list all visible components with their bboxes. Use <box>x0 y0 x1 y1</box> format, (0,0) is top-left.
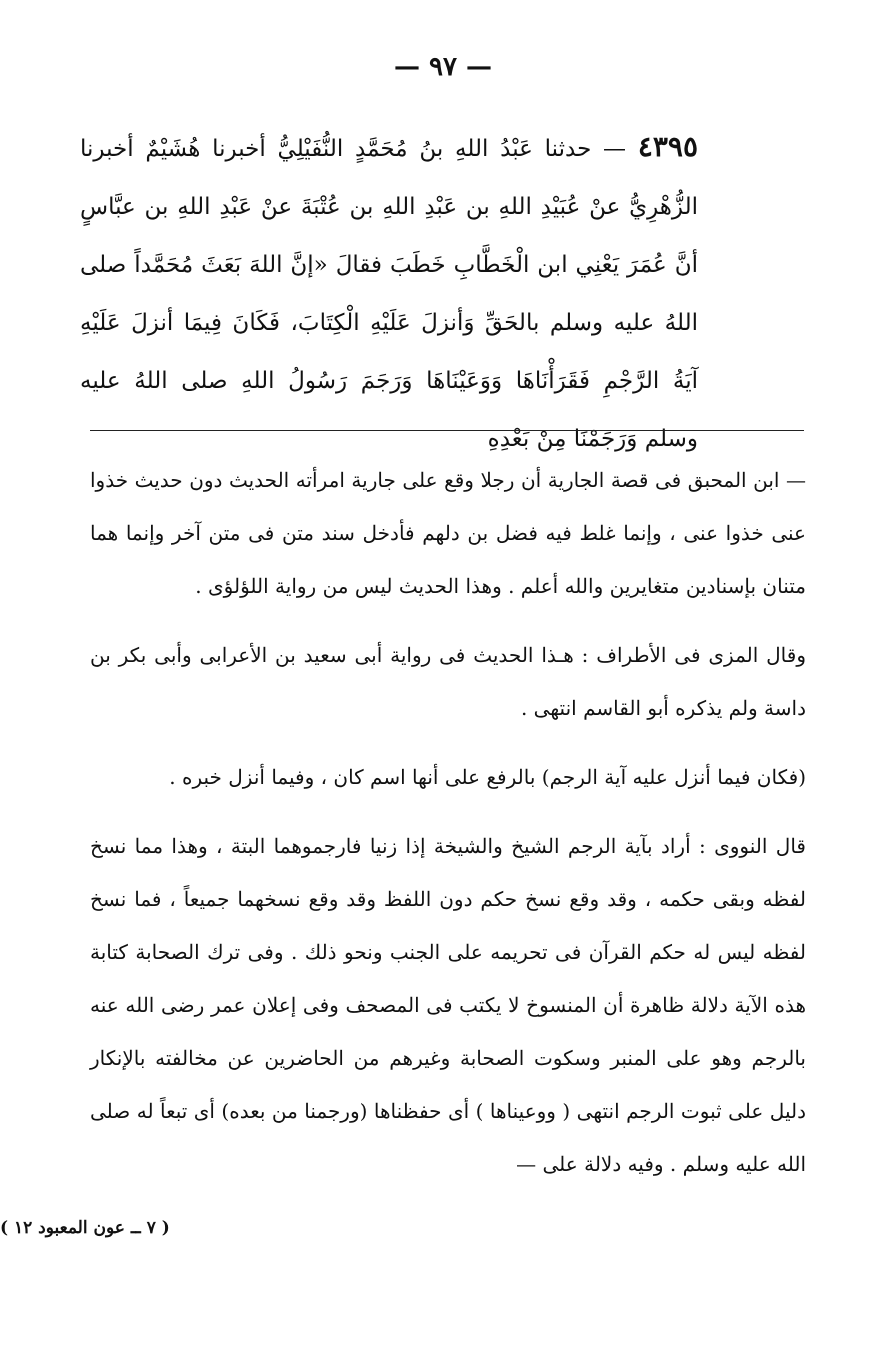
hadith-body: — حدثنا عَبْدُ اللهِ بنُ مُحَمَّدٍ النُّفَيْلِيُّ أخبرنا هُشَيْمٌ أخبرنا الزُّهْرِيُّ عنْ عُبَيْدِ اللهِ بن عَبْدِ اللهِ بن عُتْبَةَ عنْ عَبْدِ اللهِ بن عبَّاسٍ أنَّ عُمَرَ يَعْنِي ابن الْخَطَّابِ خَطَبَ فقالَ «إنَّ اللهَ بَعَثَ مُحَمَّداً صلى اللهُ عليه وسلم بالحَقِّ وَأنزلَ عَلَيْهِ الْكِتَابَ، فَكَانَ فِيمَا أنزلَ عَلَيْهِ آيَةُ الرَّجْمِ فَقَرَأْنَاهَا وَوَعَيْنَاهَا وَرَجَمَ رَسُولُ اللهِ صلى اللهُ عليه وسلم وَرَجَمْنَا مِنْ بَعْدِهِ <box>80 136 698 452</box>
commentary-paragraph-1: — ابن المحبق فى قصة الجارية أن رجلا وقع على جارية امرأته الحديث دون حديث خذوا عنى خذوا عنى ، وإنما غلط فيه فضل بن دلهم فأدخل سند متن فى متن آخر وإنما هما متنان بإسنادين متغايرين والله أعلم . وهذا الحديث ليس من رواية اللؤلؤى . <box>90 468 806 598</box>
commentary-paragraph-4: قال النووى : أراد بآية الرجم الشيخ والشيخة إذا زنيا فارجموهما البتة ، وهذا مما نسخ لفظه وبقى حكمه ، وقد وقع نسخ حكم دون اللفظ وقد وقع نسخهما جميعاً ، فما نسخ لفظه ليس له حكم القرآن فى تحريمه على الجنب ونحو ذلك . وفى ترك الصحابة كتابة هذه الآية دلالة ظاهرة أن المنسوخ لا يكتب فى المصحف وفى إعلان عمر رضى الله عنه بالرجم وهو على المنبر وسكوت الصحابة وغيرهم من الحاضرين عن مخالفته بالإنكار دليل على ثبوت الرجم انتهى ( ووعيناها ) أى حفظناها (ورجمنا من بعده) أى تبعاً له صلى الله عليه وسلم . وفيه دلالة على — <box>90 834 807 1176</box>
hadith-number: ٤٣٩٥ <box>637 130 698 163</box>
hadith-text-block <box>80 118 698 468</box>
section-divider <box>90 430 804 431</box>
commentary-block <box>90 454 806 1207</box>
page-number: — ٩٧ — <box>393 52 493 82</box>
commentary-paragraph-2: وقال المزى فى الأطراف : هـذا الحديث فى رواية أبى سعيد بن الأعرابى وأبى بكر بن داسة ولم يذكره أبو القاسم انتهى . <box>90 643 806 720</box>
signature-mark: ( ٧ ــ عون المعبود ١٢ ) <box>0 1218 170 1238</box>
commentary-paragraph-3: (فكان فيما أنزل عليه آية الرجم) بالرفع على أنها اسم كان ، وفيما أنزل خبره . <box>169 765 806 789</box>
